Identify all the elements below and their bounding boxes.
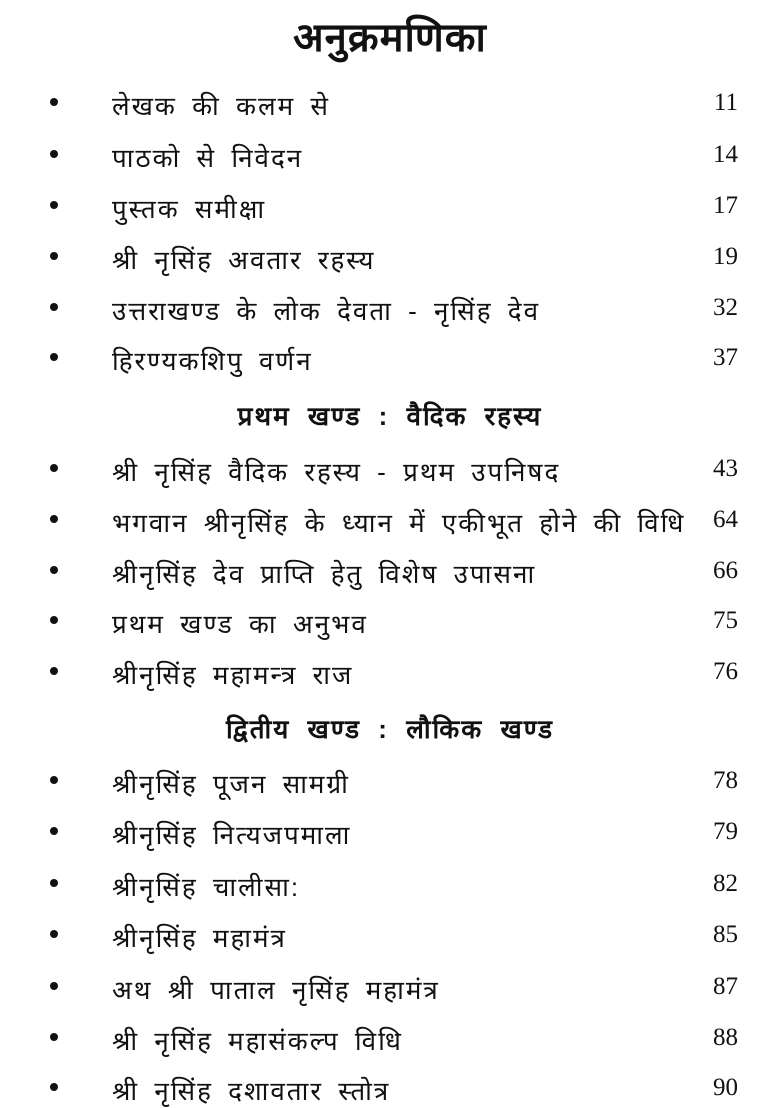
toc-entry (0, 500, 780, 540)
section-heading: द्वितीय खण्ड : लौकिक खण्ड (226, 714, 554, 744)
toc-entry (0, 812, 780, 852)
toc-entry (0, 915, 780, 955)
entry-title: श्री नृसिंह दशावतार स्तोत्र (112, 1076, 391, 1106)
entry-title: भगवान श्रीनृसिंह के ध्यान में एकीभूत होने की विधि (112, 508, 686, 538)
entry-title: पुस्तक समीक्षा (112, 194, 267, 224)
bullet-icon (50, 201, 58, 209)
bullet-icon (50, 930, 58, 938)
page-number: 64 (713, 506, 738, 533)
entry-title: श्री नृसिंह अवतार रहस्य (112, 245, 376, 275)
bullet-icon (50, 982, 58, 990)
bullet-icon (50, 827, 58, 835)
bullet-icon (50, 98, 58, 106)
bullet-icon (50, 303, 58, 311)
toc-entry (0, 288, 780, 328)
bullet-icon (50, 1083, 58, 1091)
toc-entry (0, 551, 780, 591)
entry-title: श्रीनृसिंह चालीसा: (112, 872, 301, 902)
page-number: 14 (713, 141, 738, 168)
entry-title: श्रीनृसिंह महामन्त्र राज (112, 660, 354, 690)
toc-entry (0, 864, 780, 904)
page-number: 19 (713, 243, 738, 270)
toc-entry (0, 338, 780, 378)
entry-title: श्री नृसिंह वैदिक रहस्य - प्रथम उपनिषद (112, 457, 561, 487)
page-number: 11 (713, 89, 738, 116)
entry-title: प्रथम खण्ड का अनुभव (112, 609, 368, 639)
bullet-icon (50, 566, 58, 574)
page-number: 75 (713, 607, 738, 634)
toc-entry (0, 83, 780, 123)
entry-title: श्री नृसिंह महासंकल्प विधि (112, 1026, 403, 1056)
toc-entry (0, 135, 780, 175)
toc-entry (0, 1068, 780, 1108)
entry-title: श्रीनृसिंह पूजन सामग्री (112, 769, 350, 799)
toc-entry (0, 601, 780, 641)
page-number: 32 (713, 294, 738, 321)
page-number: 85 (713, 921, 738, 948)
entry-title: हिरण्यकशिपु वर्णन (112, 346, 313, 376)
page-number: 17 (713, 192, 738, 219)
page-number: 87 (713, 973, 738, 1000)
page-number: 88 (713, 1024, 738, 1051)
bullet-icon (50, 879, 58, 887)
page-number: 66 (713, 557, 738, 584)
page-number: 43 (713, 455, 738, 482)
entry-title: श्रीनृसिंह नित्यजपमाला (112, 820, 352, 850)
toc-entry (0, 761, 780, 801)
entry-title: उत्तराखण्ड के लोक देवता - नृसिंह देव (112, 296, 541, 326)
toc-entry (0, 1018, 780, 1058)
bullet-icon (50, 252, 58, 260)
page-number: 90 (713, 1074, 738, 1101)
page-number: 82 (713, 870, 738, 897)
bullet-icon (50, 353, 58, 361)
page-number: 79 (713, 818, 738, 845)
entry-title: श्रीनृसिंह देव प्राप्ति हेतु विशेष उपासना (112, 559, 537, 589)
toc-entry (0, 652, 780, 692)
page-number: 37 (713, 344, 738, 371)
bullet-icon (50, 616, 58, 624)
section-heading: प्रथम खण्ड : वैदिक रहस्य (237, 401, 543, 431)
bullet-icon (50, 776, 58, 784)
entry-title: श्रीनृसिंह महामंत्र (112, 923, 287, 953)
bullet-icon (50, 1033, 58, 1041)
bullet-icon (50, 515, 58, 523)
bullet-icon (50, 150, 58, 158)
toc-entry (0, 449, 780, 489)
page-number: 76 (713, 658, 738, 685)
bullet-icon (50, 667, 58, 675)
page-title: अनुक्रमणिका (293, 16, 487, 60)
bullet-icon (50, 464, 58, 472)
entry-title: अथ श्री पाताल नृसिंह महामंत्र (112, 975, 440, 1005)
entry-title: पाठको से निवेदन (112, 143, 304, 173)
entry-title: लेखक की कलम से (112, 91, 330, 121)
page-number: 78 (713, 767, 738, 794)
toc-entry (0, 237, 780, 277)
toc-entry (0, 967, 780, 1007)
toc-entry (0, 186, 780, 226)
